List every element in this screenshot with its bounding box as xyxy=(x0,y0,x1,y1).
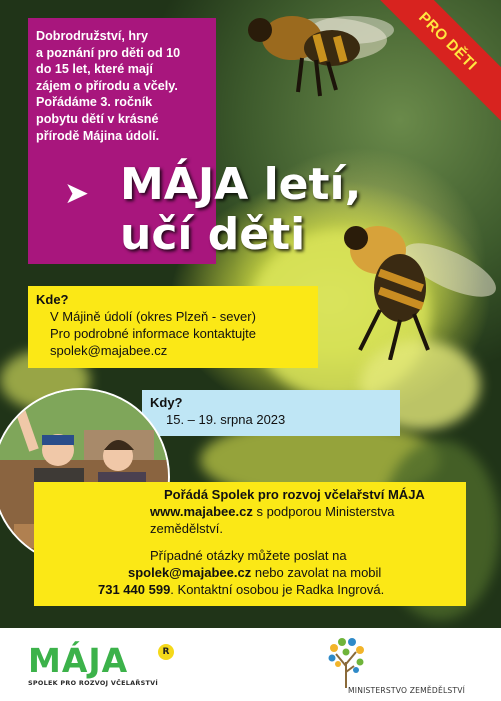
organizer-line: . Kontaktní osobou je Radka Ingrová. xyxy=(170,582,385,597)
intro-text xyxy=(28,18,216,144)
organizer-website[interactable]: www.majabee.cz xyxy=(150,504,253,519)
arrow-icon: ➤ xyxy=(64,176,90,211)
organizer-line: Případné otázky můžete poslat na xyxy=(150,548,347,563)
when-label: Kdy? xyxy=(150,395,183,410)
ministry-name: MINISTERSTVO ZEMĚDĚLSTVÍ xyxy=(348,686,466,695)
intro-line: zájem o přírodu a včely. xyxy=(36,78,178,93)
headline-line: MÁJA letí, xyxy=(120,159,362,210)
ministry-logo xyxy=(318,636,478,696)
organizer-phone[interactable]: 731 440 599 xyxy=(98,582,171,597)
ribbon-label: PRO DĚTI xyxy=(415,8,481,74)
organizer-line: s podporou Ministerstva xyxy=(252,504,395,519)
organizer-line: zemědělství. xyxy=(150,521,223,536)
intro-line: Pořádáme 3. ročník xyxy=(36,95,153,110)
organizer-line: nebo zavolat na mobil xyxy=(251,565,382,580)
intro-line: přírodě Májina údolí. xyxy=(36,128,160,143)
maja-logo-word: MÁJA xyxy=(28,641,129,680)
where-box xyxy=(28,286,318,368)
when-box xyxy=(142,390,400,436)
intro-line: Dobrodružství, hry xyxy=(36,29,148,43)
intro-line: a poznání pro děti od 10 xyxy=(36,45,181,60)
bee-illustration-top xyxy=(232,0,402,110)
intro-line: pobytu dětí v krásné xyxy=(36,111,159,126)
organizer-email[interactable]: spolek@majabee.cz xyxy=(128,565,252,580)
organizer-box xyxy=(34,482,466,606)
headline xyxy=(120,160,361,260)
maja-logo xyxy=(28,641,170,687)
where-label: Kde? xyxy=(36,292,69,307)
maja-logo-subtitle: SPOLEK PRO ROZVOJ VČELAŘSTVÍ xyxy=(28,679,159,687)
registered-mark: R xyxy=(158,644,174,660)
where-location: V Májině údolí (okres Plzeň - sever) xyxy=(50,309,256,324)
where-info: Pro podrobné informace kontaktujte xyxy=(50,326,256,341)
headline-line: učí děti xyxy=(120,209,306,260)
when-dates: 15. – 19. srpna 2023 xyxy=(166,412,286,427)
intro-line: do 15 let, které mají xyxy=(36,62,153,77)
organizer-line: Pořádá Spolek pro rozvoj včelařství MÁJA xyxy=(164,487,425,502)
tree-icon xyxy=(324,636,368,688)
where-email: spolek@majabee.cz xyxy=(50,343,168,358)
